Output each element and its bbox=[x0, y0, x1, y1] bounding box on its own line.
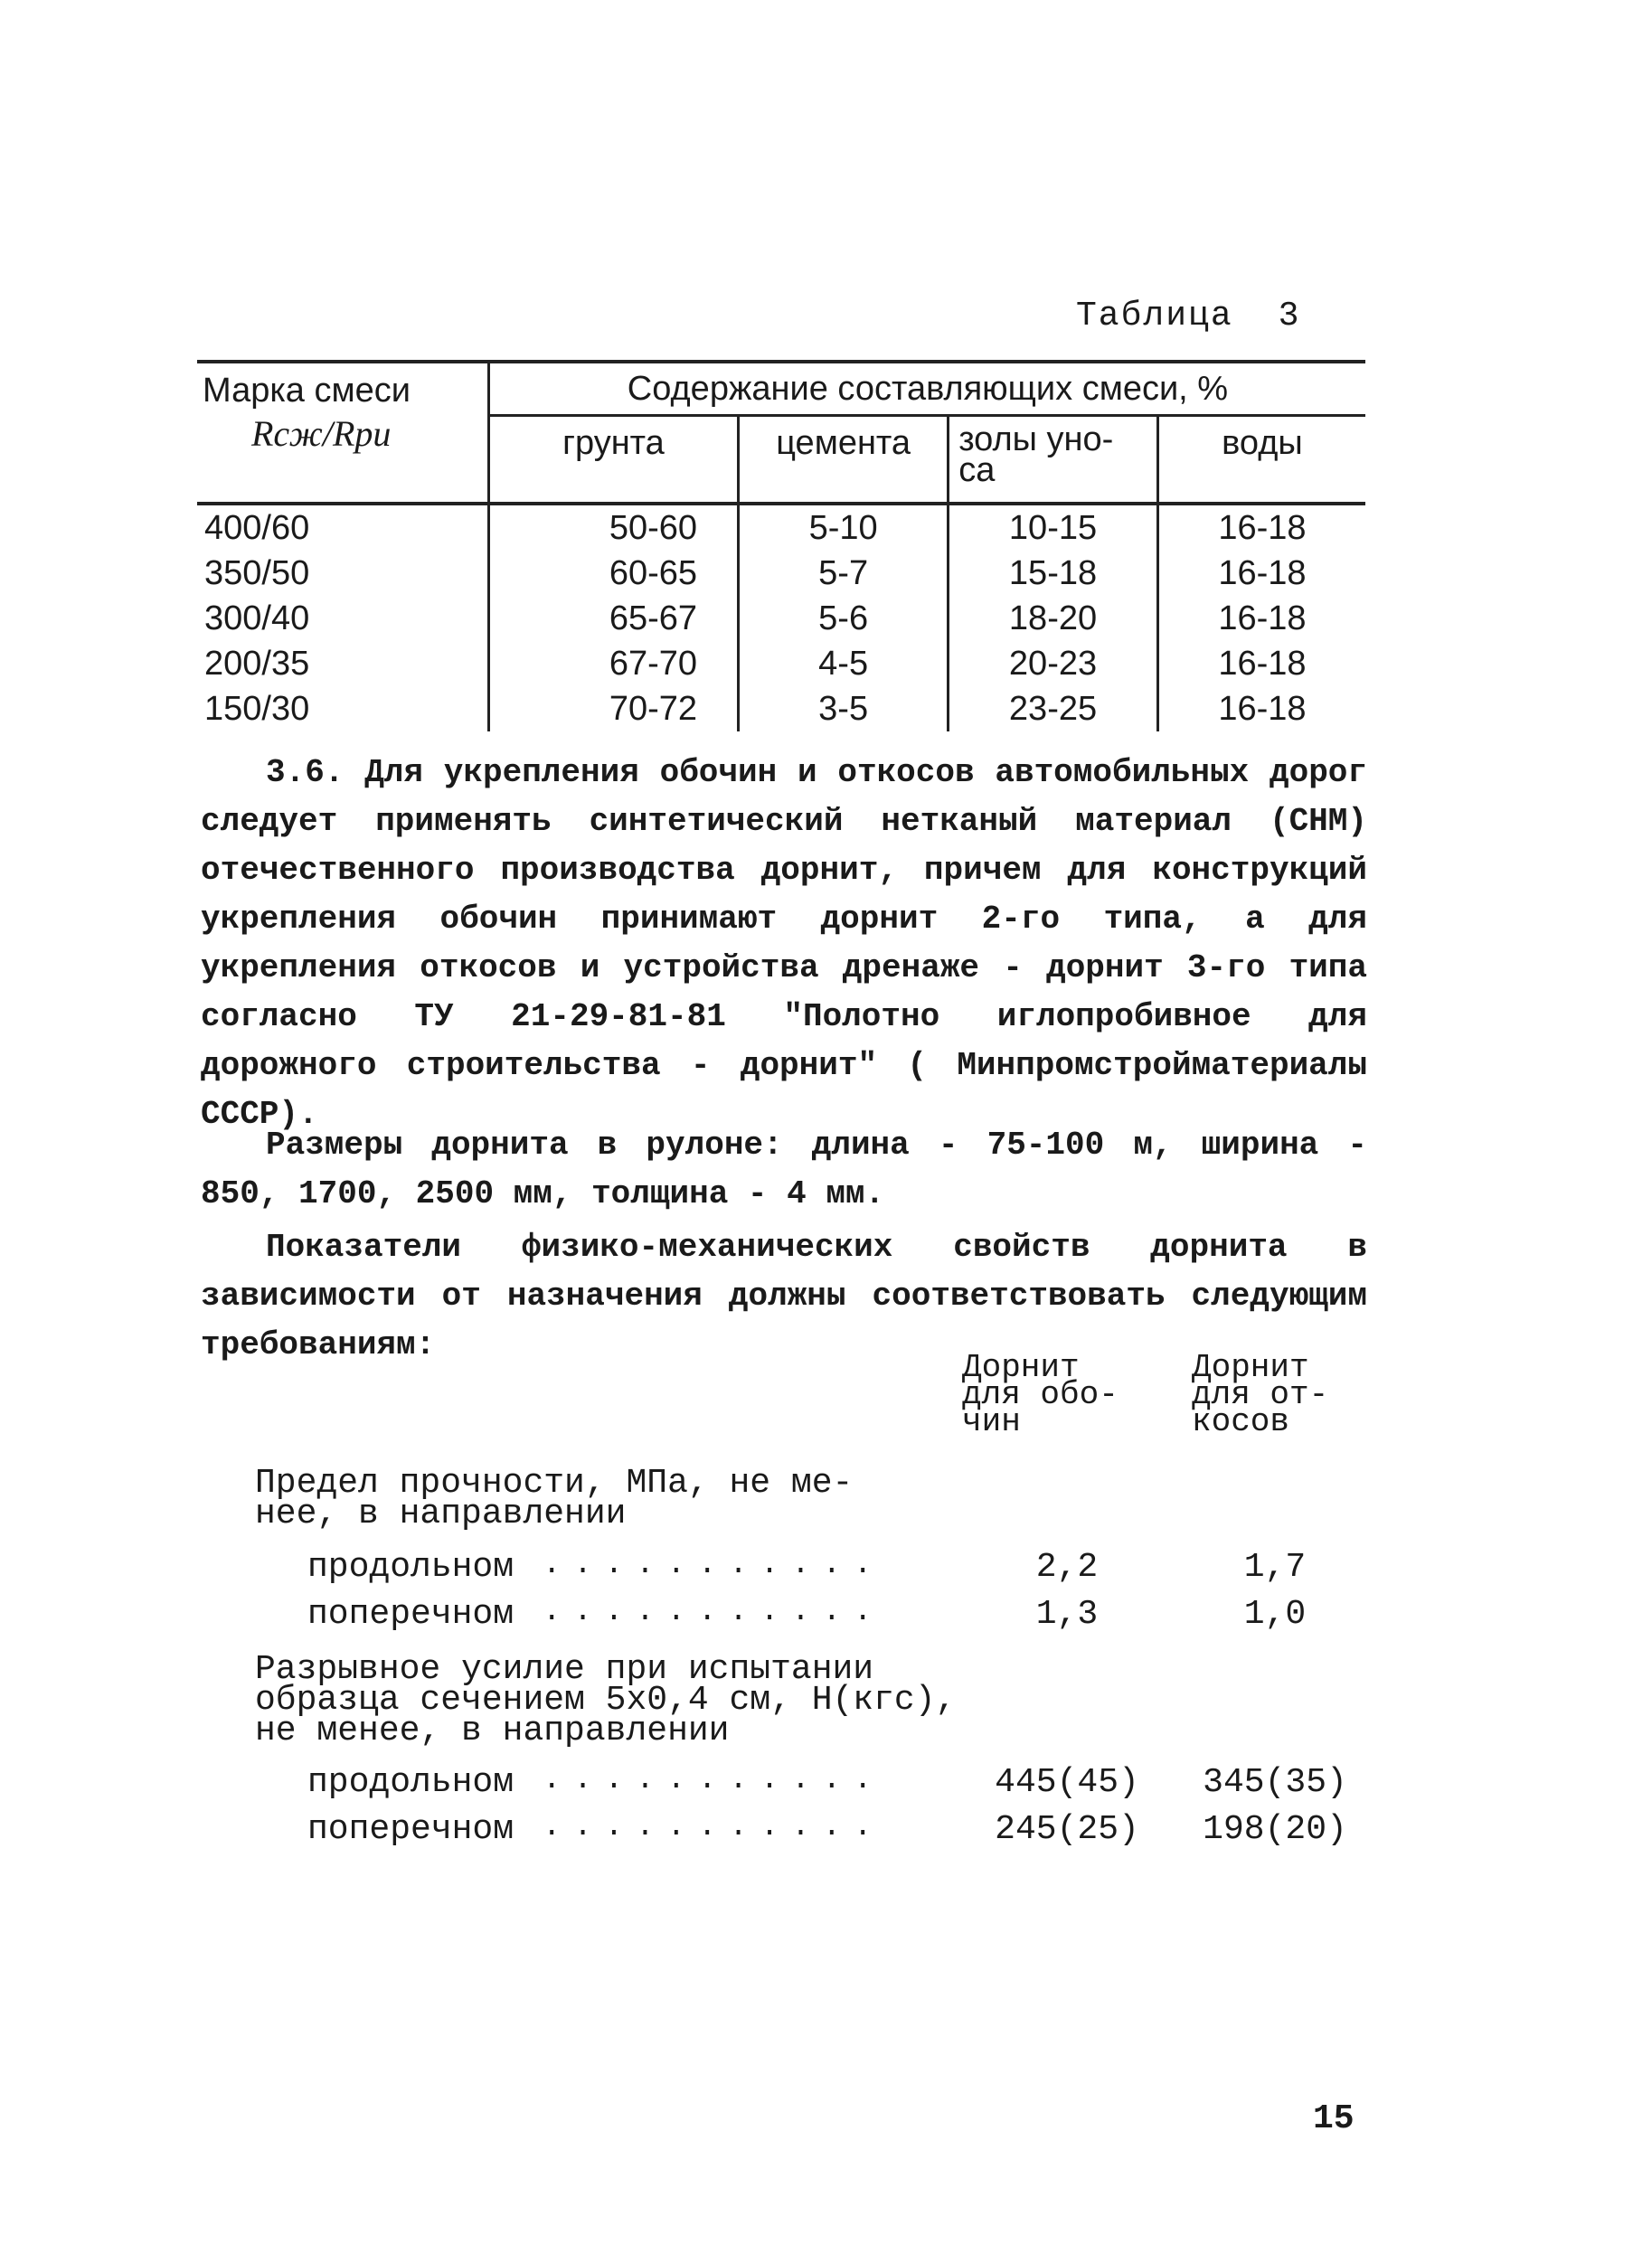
table-cell: 10-15 bbox=[949, 504, 1158, 551]
value-shoulders: 2,2 bbox=[1035, 1548, 1099, 1587]
table-cell: 67-70 bbox=[488, 641, 738, 686]
value-slopes: 1,7 bbox=[1243, 1548, 1307, 1587]
table-body bbox=[197, 504, 1365, 731]
value-slopes: 345(35) bbox=[1203, 1763, 1347, 1802]
table-cell: 20-23 bbox=[949, 641, 1158, 686]
table-cell: 3-5 bbox=[739, 686, 949, 731]
value-shoulders: 1,3 bbox=[1035, 1595, 1099, 1634]
column-header-shoulders: Дорнит для обо- чин bbox=[962, 1349, 1119, 1440]
table-row bbox=[197, 551, 1365, 596]
column-header-soil: грунта bbox=[488, 416, 738, 505]
mix-composition-table bbox=[197, 360, 1365, 731]
table-cell: 4-5 bbox=[739, 641, 949, 686]
table-row bbox=[197, 686, 1365, 731]
table-cell: 5-6 bbox=[739, 596, 949, 641]
table-cell: 16-18 bbox=[1157, 504, 1365, 551]
row-label: продольном bbox=[307, 1548, 514, 1587]
table-cell: 16-18 bbox=[1157, 686, 1365, 731]
mark-header-formula: Rсж/Rри bbox=[251, 413, 392, 454]
table-row bbox=[197, 641, 1365, 686]
leader-dots: ........... bbox=[543, 1763, 885, 1797]
column-header-water: воды bbox=[1157, 416, 1365, 505]
table-cell: 400/60 bbox=[204, 508, 310, 547]
table-cell: 16-18 bbox=[1157, 641, 1365, 686]
leader-dots: ........... bbox=[543, 1548, 885, 1582]
paragraph-3-6: 3.6. Для укрепления обочин и откосов автомобильных дорог следует применять синтетический нетканый материал (СНМ) отечественного производства дорнит, причем для конструкций укрепления обочин принимают дорнит 2-го типа, а для укрепления откосов и устройства дренаже - дорнит 3-го типа согласно ТУ 21-29-81-81 "Полотно иглопробивное для дорожного строительства - дорнит" ( Минпромстройматериалы СССР). bbox=[201, 754, 1367, 1133]
table-cell: 15-18 bbox=[949, 551, 1158, 596]
table-caption-number: 3 bbox=[1278, 297, 1301, 335]
table-row bbox=[197, 504, 1365, 551]
table-caption bbox=[1076, 297, 1300, 335]
property-strength-label: Предел прочности, МПа, не ме- нее, в направлении bbox=[255, 1464, 854, 1533]
paragraph-roll-size: Размеры дорнита в рулоне: длина - 75-100 м, ширина - 850, 1700, 2500 мм, толщина - 4 мм. bbox=[201, 1127, 1367, 1212]
column-header-slopes: Дорнит для от- косов bbox=[1192, 1349, 1329, 1440]
column-header-fly-ash: золы уно- са bbox=[949, 416, 1158, 505]
table-cell: 5-10 bbox=[739, 504, 949, 551]
table-cell: 150/30 bbox=[204, 689, 310, 728]
leader-dots: ........... bbox=[543, 1595, 885, 1629]
table-caption-label: Таблица bbox=[1076, 297, 1233, 335]
table-cell: 16-18 bbox=[1157, 596, 1365, 641]
mark-header-label: Марка смеси bbox=[203, 372, 411, 410]
mark-header bbox=[197, 362, 488, 504]
table-cell: 200/35 bbox=[204, 644, 310, 683]
value-shoulders: 445(45) bbox=[995, 1763, 1139, 1802]
property-row bbox=[307, 1595, 1356, 1640]
table-row bbox=[197, 596, 1365, 641]
table-cell: 5-7 bbox=[739, 551, 949, 596]
row-label: продольном bbox=[307, 1763, 514, 1802]
property-row bbox=[307, 1763, 1356, 1808]
property-row bbox=[307, 1810, 1356, 1855]
table-cell: 16-18 bbox=[1157, 551, 1365, 596]
page-number: 15 bbox=[1313, 2099, 1355, 2138]
table-cell: 18-20 bbox=[949, 596, 1158, 641]
value-slopes: 1,0 bbox=[1243, 1595, 1307, 1634]
table-cell: 65-67 bbox=[488, 596, 738, 641]
leader-dots: ........... bbox=[543, 1810, 885, 1844]
table-cell: 70-72 bbox=[488, 686, 738, 731]
row-label: поперечном bbox=[307, 1595, 514, 1634]
column-header-cement: цемента bbox=[739, 416, 949, 505]
table-cell: 300/40 bbox=[204, 599, 310, 637]
paragraph-requirements: Показатели физико-механических свойств дорнита в зависимости от назначения должны соответствовать следующим требованиям: bbox=[201, 1229, 1367, 1363]
value-shoulders: 245(25) bbox=[995, 1810, 1139, 1849]
table-cell: 50-60 bbox=[488, 504, 738, 551]
table-cell: 23-25 bbox=[949, 686, 1158, 731]
content-group-header: Содержание составляющих смеси, % bbox=[488, 362, 1365, 416]
table-cell: 60-65 bbox=[488, 551, 738, 596]
table-cell: 350/50 bbox=[204, 553, 310, 592]
property-row bbox=[307, 1548, 1356, 1593]
property-tensile-label: Разрывное усилие при испытании образца сечением 5x0,4 см, Н(кгс), не менее, в направлении bbox=[255, 1650, 957, 1750]
row-label: поперечном bbox=[307, 1810, 514, 1849]
value-slopes: 198(20) bbox=[1203, 1810, 1347, 1849]
